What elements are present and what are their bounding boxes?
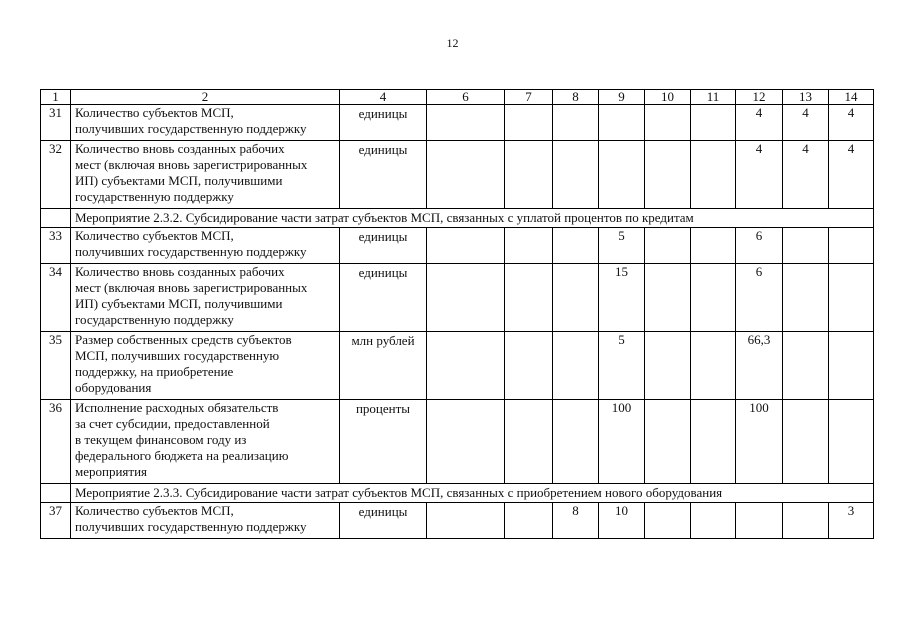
value-cell [427, 105, 505, 141]
value-cell [645, 264, 691, 332]
value-cell: 10 [599, 503, 645, 539]
column-header: 2 [71, 90, 340, 105]
value-cell [783, 503, 829, 539]
value-cell [645, 332, 691, 400]
indicator-name [71, 228, 340, 264]
value-cell [553, 400, 599, 484]
indicator-name-line: в текущем финансовом году из [75, 432, 247, 447]
section-row [41, 209, 874, 228]
indicator-name [71, 400, 340, 484]
indicator-name-line: мест (включая вновь зарегистрированных [75, 280, 308, 295]
value-cell [599, 141, 645, 209]
value-cell [427, 228, 505, 264]
value-cell [829, 332, 874, 400]
value-cell: 4 [783, 105, 829, 141]
value-cell [829, 400, 874, 484]
value-cell: 4 [829, 141, 874, 209]
indicator-name-line: получивших государственную поддержку [75, 121, 307, 136]
indicator-name-line: Количество вновь созданных рабочих [75, 264, 285, 279]
indicator-name-line: Количество субъектов МСП, [75, 228, 234, 243]
value-cell [553, 105, 599, 141]
value-cell: 4 [783, 141, 829, 209]
unit-cell: единицы [340, 503, 427, 539]
value-cell [505, 400, 553, 484]
column-header: 1 [41, 90, 71, 105]
table-row [41, 228, 874, 264]
indicator-name-line: Количество субъектов МСП, [75, 503, 234, 518]
unit-cell: единицы [340, 141, 427, 209]
column-header: 14 [829, 90, 874, 105]
value-cell [691, 332, 736, 400]
value-cell [553, 228, 599, 264]
row-number: 33 [41, 228, 71, 264]
value-cell [505, 332, 553, 400]
unit-cell: единицы [340, 264, 427, 332]
unit-cell: проценты [340, 400, 427, 484]
value-cell [427, 264, 505, 332]
value-cell [645, 228, 691, 264]
section-title: Мероприятие 2.3.2. Субсидирование части затрат субъектов МСП, связанных с уплатой процентов по кредитам [71, 209, 874, 228]
value-cell [691, 264, 736, 332]
value-cell [736, 503, 783, 539]
table-row [41, 332, 874, 400]
row-number: 37 [41, 503, 71, 539]
column-header: 9 [599, 90, 645, 105]
table-row [41, 503, 874, 539]
value-cell [505, 105, 553, 141]
value-cell [553, 141, 599, 209]
column-header: 6 [427, 90, 505, 105]
value-cell [505, 264, 553, 332]
column-header: 11 [691, 90, 736, 105]
section-title: Мероприятие 2.3.3. Субсидирование части затрат субъектов МСП, связанных с приобретением нового оборудования [71, 484, 874, 503]
value-cell: 5 [599, 332, 645, 400]
value-cell [553, 332, 599, 400]
value-cell: 8 [553, 503, 599, 539]
unit-cell: единицы [340, 105, 427, 141]
page-number: 12 [446, 36, 459, 50]
row-number: 32 [41, 141, 71, 209]
value-cell: 15 [599, 264, 645, 332]
value-cell [783, 228, 829, 264]
indicator-name-line: Размер собственных средств субъектов [75, 332, 292, 347]
value-cell [691, 503, 736, 539]
value-cell [829, 228, 874, 264]
indicator-name-line: Количество вновь созданных рабочих [75, 141, 285, 156]
table-row [41, 400, 874, 484]
row-number: 31 [41, 105, 71, 141]
indicator-name-line: ИП) субъектами МСП, получившими [75, 173, 283, 188]
value-cell [505, 141, 553, 209]
value-cell [645, 105, 691, 141]
value-cell: 4 [829, 105, 874, 141]
indicator-name-line: за счет субсидии, предоставленной [75, 416, 270, 431]
unit-cell: млн рублей [340, 332, 427, 400]
indicator-name [71, 503, 340, 539]
value-cell: 100 [736, 400, 783, 484]
indicator-name-line: Количество субъектов МСП, [75, 105, 234, 120]
row-number: 35 [41, 332, 71, 400]
value-cell [427, 400, 505, 484]
indicator-name-line: поддержку, на приобретение [75, 364, 234, 379]
value-cell: 4 [736, 105, 783, 141]
section-number-cell [41, 209, 71, 228]
column-header: 4 [340, 90, 427, 105]
indicator-name [71, 332, 340, 400]
value-cell [427, 332, 505, 400]
value-cell [691, 228, 736, 264]
column-header: 10 [645, 90, 691, 105]
value-cell [691, 105, 736, 141]
indicators-table [40, 89, 874, 539]
value-cell [783, 400, 829, 484]
value-cell: 6 [736, 228, 783, 264]
indicator-name [71, 264, 340, 332]
value-cell [829, 264, 874, 332]
indicator-name-line: МСП, получивших государственную [75, 348, 280, 363]
table-row [41, 105, 874, 141]
value-cell [505, 503, 553, 539]
table-body [41, 90, 874, 539]
indicator-name-line: Исполнение расходных обязательств [75, 400, 279, 415]
value-cell: 5 [599, 228, 645, 264]
value-cell [645, 141, 691, 209]
table-header-row [41, 90, 874, 105]
column-header: 8 [553, 90, 599, 105]
value-cell: 4 [736, 141, 783, 209]
indicator-name-line: мест (включая вновь зарегистрированных [75, 157, 308, 172]
value-cell: 3 [829, 503, 874, 539]
value-cell: 6 [736, 264, 783, 332]
value-cell [645, 503, 691, 539]
section-number-cell [41, 484, 71, 503]
unit-cell: единицы [340, 228, 427, 264]
table-row [41, 141, 874, 209]
column-header: 7 [505, 90, 553, 105]
value-cell [599, 105, 645, 141]
table-row [41, 264, 874, 332]
value-cell [691, 141, 736, 209]
indicator-name-line: ИП) субъектами МСП, получившими [75, 296, 283, 311]
section-row [41, 484, 874, 503]
indicator-name-line: государственную поддержку [75, 312, 234, 327]
value-cell [427, 141, 505, 209]
value-cell: 66,3 [736, 332, 783, 400]
value-cell [691, 400, 736, 484]
indicator-name [71, 141, 340, 209]
value-cell: 100 [599, 400, 645, 484]
row-number: 34 [41, 264, 71, 332]
indicator-name-line: государственную поддержку [75, 189, 234, 204]
indicator-name-line: получивших государственную поддержку [75, 519, 307, 534]
indicator-name-line: мероприятия [75, 464, 148, 479]
column-header: 13 [783, 90, 829, 105]
value-cell [505, 228, 553, 264]
column-header: 12 [736, 90, 783, 105]
indicator-name-line: получивших государственную поддержку [75, 244, 307, 259]
value-cell [783, 264, 829, 332]
row-number: 36 [41, 400, 71, 484]
value-cell [645, 400, 691, 484]
indicator-name-line: оборудования [75, 380, 152, 395]
indicator-name [71, 105, 340, 141]
indicator-name-line: федерального бюджета на реализацию [75, 448, 289, 463]
value-cell [553, 264, 599, 332]
value-cell [427, 503, 505, 539]
value-cell [783, 332, 829, 400]
